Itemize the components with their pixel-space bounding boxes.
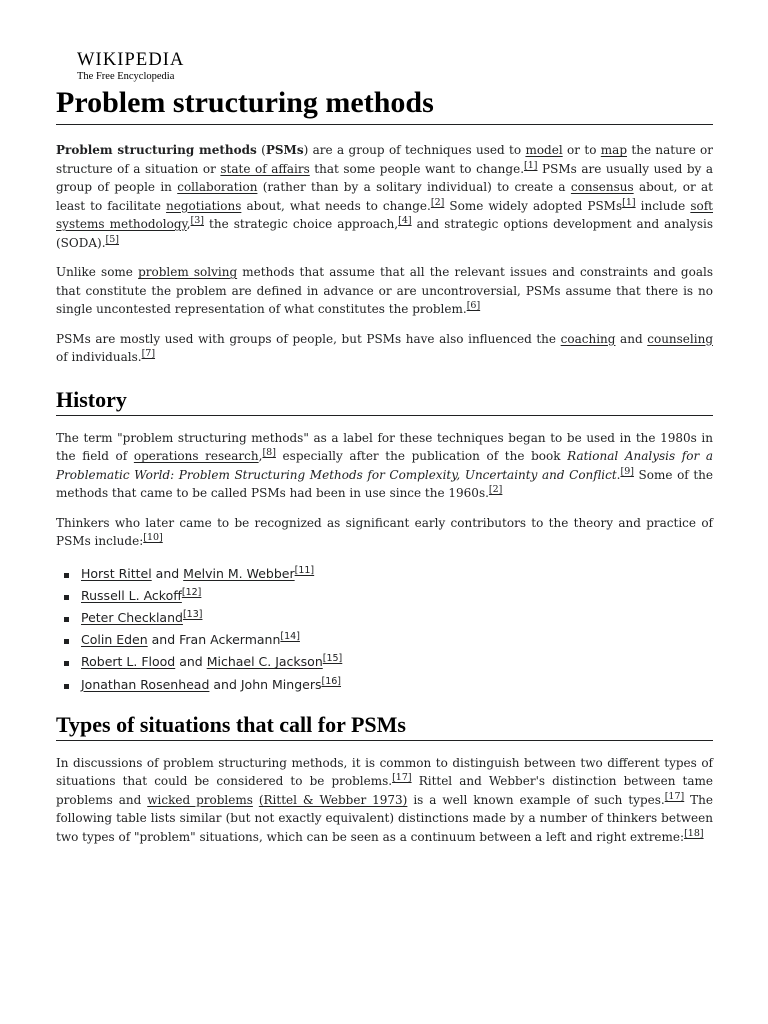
citation-link[interactable]: [13]: [182, 608, 203, 620]
intro-paragraph-2: [56, 263, 713, 319]
text: The term "problem structuring methods" as a label for these techniques began to be used in the 1980s in the field of: [56, 430, 713, 463]
link-horst-rittel[interactable]: Horst Rittel: [81, 565, 152, 581]
text: and Fran Ackermann: [147, 632, 281, 648]
text: .: [616, 467, 621, 482]
link-operations-research[interactable]: operations research: [133, 449, 259, 463]
citation-link[interactable]: [2]: [488, 484, 503, 495]
text: the nature or structure of a situation or: [56, 143, 714, 176]
link-state-of-affairs[interactable]: state of affairs: [220, 161, 310, 176]
text: especially after the publication of the book: [275, 449, 568, 463]
text: the strategic choice approach,: [204, 217, 399, 231]
list-item: [64, 607, 713, 629]
text: ) are a group of techniques used to: [303, 143, 526, 157]
citation-link[interactable]: [6]: [466, 300, 481, 311]
intro-paragraph-1: [56, 141, 713, 252]
wikipedia-logo[interactable]: [77, 50, 185, 83]
link-problem-solving[interactable]: problem solving: [138, 265, 238, 279]
citation-link[interactable]: [11]: [294, 564, 315, 576]
section-heading-types: Types of situations that call for PSMs: [56, 712, 713, 741]
link-soft-systems-methodology[interactable]: soft systems methodology: [56, 198, 713, 231]
list-item: [64, 585, 713, 607]
link-michael-jackson[interactable]: Michael C. Jackson: [206, 654, 323, 670]
text: PSMs are mostly used with groups of people, but PSMs have also influenced the: [56, 331, 561, 346]
citation-link[interactable]: [2]: [430, 196, 445, 208]
link-counseling[interactable]: counseling: [647, 331, 713, 346]
citation-link[interactable]: [15]: [322, 653, 343, 665]
contributors-list: [64, 563, 713, 696]
logo-tagline: The Free Encyclopedia: [77, 71, 175, 82]
link-russell-ackoff[interactable]: Russell L. Ackoff: [81, 587, 182, 603]
link-model[interactable]: model: [525, 143, 563, 157]
book-title: Rational Analysis for a Problematic World: Problem Structuring Methods for Complexity, Uncertainty and Conflict: [56, 449, 714, 482]
citation-link[interactable]: [16]: [321, 675, 341, 687]
link-melvin-webber[interactable]: Melvin M. Webber: [183, 565, 295, 581]
citation-link[interactable]: [10]: [143, 532, 163, 543]
text: that some people want to change.: [309, 161, 525, 176]
text: ,: [258, 449, 263, 463]
text: Thinkers who later came to be recognized as significant early contributors to the theory and practice of PSMs include:: [56, 515, 713, 548]
text: is a well known example of such types.: [407, 792, 665, 807]
history-paragraph-2: [56, 514, 713, 551]
text: Some widely adopted PSMs: [444, 198, 623, 213]
page-title: Problem structuring methods: [56, 84, 713, 125]
citation-link[interactable]: [14]: [280, 631, 300, 643]
list-item: [64, 563, 713, 585]
text: and: [151, 565, 184, 581]
link-rittel-webber-1973[interactable]: (Rittel & Webber 1973): [258, 792, 408, 807]
text: Rittel and Webber's distinction between tame problems and: [56, 774, 713, 807]
link-colin-eden[interactable]: Colin Eden: [81, 632, 148, 648]
citation-link[interactable]: [18]: [684, 827, 704, 839]
text: In discussions of problem structuring methods, it is common to distinguish between two different types of situations that could be considered to be problems.: [56, 755, 713, 789]
list-item: [64, 629, 713, 651]
text: about, or at least to facilitate: [56, 180, 713, 213]
citation-link[interactable]: [5]: [105, 233, 119, 245]
text: of individuals.: [56, 350, 142, 364]
text: include: [635, 198, 691, 213]
text: The following table lists similar (but not exactly equivalent) distinctions made by a number of thinkers between two types of "problem" situations, which can be seen as a continuum between a left and right extreme:: [56, 792, 714, 844]
text: and: [615, 331, 648, 346]
list-item: [64, 651, 713, 673]
text: about, what needs to change.: [241, 198, 431, 213]
types-paragraph-1: [56, 754, 713, 847]
citation-link[interactable]: [9]: [620, 465, 634, 477]
text: or to: [562, 143, 601, 157]
link-wicked-problems[interactable]: wicked problems: [147, 792, 253, 807]
citation-link[interactable]: [12]: [181, 586, 202, 598]
text: and strategic options development and analysis (SODA).: [56, 217, 713, 250]
section-heading-history: History: [56, 387, 713, 416]
article-content: [56, 84, 713, 846]
text: Unlike some: [56, 265, 139, 279]
link-map[interactable]: map: [600, 143, 628, 157]
text: and John Mingers: [209, 676, 322, 692]
link-negotiations[interactable]: negotiations: [166, 198, 242, 213]
link-jonathan-rosenhead[interactable]: Jonathan Rosenhead: [81, 676, 210, 692]
text: and: [175, 654, 207, 670]
citation-link[interactable]: [17]: [392, 772, 412, 784]
citation-link[interactable]: [3]: [190, 215, 204, 226]
text: methods that assume that all the relevant issues and constraints and goals that constitute the problem are defined in advance or are uncontroversial, PSMs assume that there is no single uncontested representation of what constitutes the problem.: [56, 265, 713, 316]
citation-link[interactable]: [17]: [664, 790, 685, 802]
bold-term: PSMs: [265, 143, 304, 157]
citation-link[interactable]: [4]: [398, 215, 412, 226]
link-robert-flood[interactable]: Robert L. Flood: [81, 654, 176, 670]
text: (rather than by a solitary individual) to create a: [257, 180, 571, 194]
citation-link[interactable]: [7]: [141, 348, 156, 359]
citation-link[interactable]: [1]: [622, 196, 636, 208]
link-coaching[interactable]: coaching: [560, 331, 616, 346]
link-consensus[interactable]: consensus: [570, 180, 634, 194]
logo-wordmark: WIKIPEDIA: [77, 50, 185, 70]
intro-paragraph-3: [56, 330, 713, 367]
text: PSMs are usually used by a group of people in: [56, 161, 713, 194]
text: Some of the methods that came to be called PSMs had been in use since the 1960s.: [56, 467, 713, 500]
bold-term: Problem structuring methods: [56, 143, 257, 157]
list-item: [64, 674, 713, 696]
history-paragraph-1: [56, 429, 713, 503]
text: ,: [186, 217, 191, 231]
link-collaboration[interactable]: collaboration: [177, 180, 258, 194]
link-peter-checkland[interactable]: Peter Checkland: [81, 609, 183, 625]
citation-link[interactable]: [1]: [524, 159, 538, 171]
citation-link[interactable]: [8]: [262, 447, 276, 458]
text: (: [256, 143, 266, 157]
